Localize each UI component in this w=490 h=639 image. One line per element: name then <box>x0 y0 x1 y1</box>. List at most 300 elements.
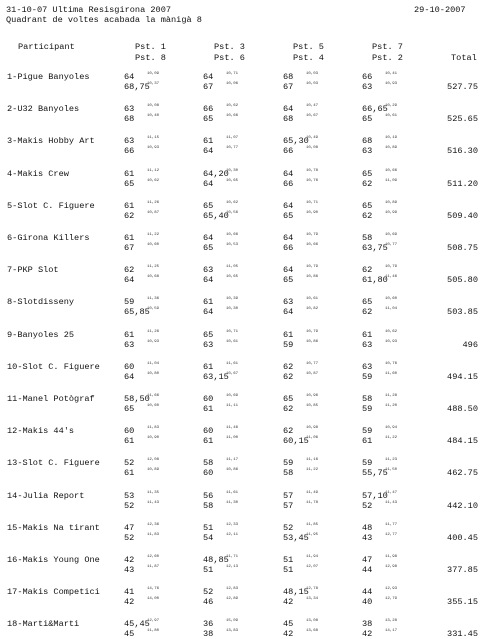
lap-time: 11,00 <box>226 436 239 440</box>
laps-value: 68 <box>362 136 373 146</box>
lap-time: 11,47 <box>385 491 398 495</box>
total-value: 505.80 <box>447 275 478 285</box>
laps-value: 59 <box>283 340 294 350</box>
lap-time: 13,34 <box>306 597 319 601</box>
team-name: 2-U32 Banyoles <box>7 104 80 114</box>
laps-value: 58 <box>362 394 373 404</box>
laps-value: 60 <box>203 394 214 404</box>
total-value: 511.20 <box>447 179 478 189</box>
total-value: 527.75 <box>447 82 478 92</box>
lap-time: 11,46 <box>385 275 398 279</box>
lap-time: 10,61 <box>385 114 398 118</box>
lap-time: 11,46 <box>226 426 239 430</box>
lap-time: 12,98 <box>385 565 398 569</box>
lap-time: 10,79 <box>385 265 398 269</box>
lap-time: 15,09 <box>226 619 239 623</box>
lap-time: 10,19 <box>385 136 398 140</box>
lap-time: 10,71 <box>306 201 319 205</box>
laps-value: 63,15 <box>203 372 229 382</box>
lap-time: 11,78 <box>306 501 319 505</box>
lap-time: 10,61 <box>226 340 239 344</box>
lap-time: 14,17 <box>385 629 398 633</box>
total-value: 503.85 <box>447 307 478 317</box>
lap-time: 11,07 <box>226 136 239 140</box>
lap-time: 10,79 <box>306 265 319 269</box>
team-name: 13-Slot C. Figuere <box>7 458 100 468</box>
lap-time: 10,08 <box>147 104 160 108</box>
lap-time: 10,62 <box>226 104 239 108</box>
laps-value: 52 <box>362 501 373 511</box>
laps-value: 59 <box>362 426 373 436</box>
team-name: 11-Manel Potògraf <box>7 394 95 404</box>
laps-value: 52 <box>124 458 135 468</box>
lap-time: 10,86 <box>306 275 319 279</box>
lap-time: 10,79 <box>306 330 319 334</box>
lap-time: 10,82 <box>306 307 319 311</box>
laps-value: 57 <box>283 491 294 501</box>
laps-value: 64 <box>283 265 294 275</box>
lap-time: 11,26 <box>147 201 160 205</box>
lap-time: 10,41 <box>385 72 398 76</box>
laps-value: 53 <box>124 491 135 501</box>
total-value: 509.40 <box>447 211 478 221</box>
lap-time: 10,61 <box>306 297 319 301</box>
lap-time: 10,79 <box>306 233 319 237</box>
laps-value: 53,45 <box>283 533 309 543</box>
laps-value: 65,85 <box>124 307 150 317</box>
lap-time: 10,87 <box>147 211 160 215</box>
lap-time: 10,49 <box>306 136 319 140</box>
laps-value: 66,65 <box>362 104 388 114</box>
lap-time: 11,26 <box>147 330 160 334</box>
team-name: 6-Girona Killers <box>7 233 90 243</box>
laps-value: 52 <box>124 533 135 543</box>
team-name: 8-Slotdisseny <box>7 297 75 307</box>
laps-value: 64 <box>203 146 214 156</box>
lap-time: 11,15 <box>147 136 160 140</box>
col-header-top-1: Pst. 1 <box>135 42 166 52</box>
lap-time: 10,90 <box>147 436 160 440</box>
lap-time: 11,06 <box>306 436 319 440</box>
laps-value: 48 <box>362 523 373 533</box>
lap-time: 13,83 <box>226 629 239 633</box>
laps-value: 64 <box>283 201 294 211</box>
lap-time: 14,00 <box>147 597 160 601</box>
laps-value: 44 <box>362 587 373 597</box>
team-name: 10-Slot C. Figuere <box>7 362 100 372</box>
lap-time: 10,59 <box>147 307 160 311</box>
lap-time: 11,77 <box>385 523 398 527</box>
lap-time: 11,87 <box>147 565 160 569</box>
laps-value: 62 <box>283 372 294 382</box>
lap-time: 11,04 <box>385 307 398 311</box>
total-header: Total <box>451 53 477 63</box>
laps-value: 65 <box>283 394 294 404</box>
lap-time: 10,89 <box>385 146 398 150</box>
laps-value: 64 <box>203 72 214 82</box>
lap-time: 10,71 <box>226 72 239 76</box>
laps-value: 43 <box>362 533 373 543</box>
lap-time: 11,43 <box>385 501 398 505</box>
lap-time: 10,09 <box>147 72 160 76</box>
lap-time: 10,77 <box>226 146 239 150</box>
team-name: 7-PKP Slot <box>7 265 59 275</box>
laps-value: 62 <box>283 404 294 414</box>
lap-time: 11,61 <box>226 491 239 495</box>
team-name: 3-Makis Hobby Art <box>7 136 95 146</box>
laps-value: 63,75 <box>362 243 388 253</box>
lap-time: 10,94 <box>385 426 398 430</box>
lap-time: 11,05 <box>226 265 239 269</box>
laps-value: 61 <box>124 330 135 340</box>
lap-time: 10,76 <box>306 179 319 183</box>
laps-value: 57,10 <box>362 491 388 501</box>
lap-time: 11,04 <box>147 362 160 366</box>
laps-value: 45 <box>124 629 135 639</box>
lap-time: 12,08 <box>147 458 160 462</box>
lap-time: 10,96 <box>306 394 319 398</box>
lap-time: 10,60 <box>147 243 160 247</box>
laps-value: 38 <box>203 629 214 639</box>
lap-time: 10,77 <box>306 362 319 366</box>
lap-time: 11,61 <box>226 362 239 366</box>
laps-value: 61 <box>124 233 135 243</box>
lap-time: 11,12 <box>147 169 160 173</box>
lap-time: 11,50 <box>385 468 398 472</box>
total-value: 462.75 <box>447 468 478 478</box>
total-value: 494.15 <box>447 372 478 382</box>
laps-value: 52 <box>283 523 294 533</box>
lap-time: 10,39 <box>226 297 239 301</box>
lap-time: 10,60 <box>385 297 398 301</box>
laps-value: 68 <box>124 114 135 124</box>
laps-value: 62 <box>362 179 373 189</box>
lap-time: 13,08 <box>306 619 319 623</box>
laps-value: 45 <box>283 619 294 629</box>
col-header-top-3: Pst. 5 <box>293 42 324 52</box>
team-name: 16-Makis Young One <box>7 555 100 565</box>
lap-time: 10,62 <box>226 201 239 205</box>
laps-value: 64 <box>283 307 294 317</box>
laps-value: 60 <box>124 362 135 372</box>
lap-time: 11,25 <box>147 265 160 269</box>
laps-value: 41 <box>124 587 135 597</box>
laps-value: 42 <box>362 629 373 639</box>
laps-value: 52 <box>124 501 135 511</box>
laps-value: 64 <box>124 275 135 285</box>
lap-time: 11,22 <box>385 436 398 440</box>
lap-time: 10,30 <box>226 307 239 311</box>
laps-value: 61 <box>362 330 373 340</box>
laps-value: 60 <box>203 468 214 478</box>
lap-time: 10,08 <box>306 146 319 150</box>
lap-time: 11,43 <box>147 501 160 505</box>
laps-value: 38 <box>362 619 373 629</box>
laps-value: 51 <box>203 523 214 533</box>
lap-time: 12,79 <box>385 597 398 601</box>
laps-value: 60 <box>203 426 214 436</box>
laps-value: 63 <box>124 104 135 114</box>
col-header-top-4: Pst. 7 <box>372 42 403 52</box>
team-name: 12-Makis 44's <box>7 426 75 436</box>
laps-value: 63 <box>362 82 373 92</box>
laps-value: 58 <box>203 501 214 511</box>
laps-value: 62 <box>124 265 135 275</box>
lap-time: 10,66 <box>306 243 319 247</box>
laps-value: 65,40 <box>203 211 229 221</box>
laps-value: 65 <box>124 179 135 189</box>
laps-value: 62 <box>283 362 294 372</box>
lap-time: 12,77 <box>385 533 398 537</box>
laps-value: 64 <box>203 275 214 285</box>
lap-time: 10,40 <box>147 114 160 118</box>
laps-value: 51 <box>283 565 294 575</box>
col-header-bottom-2: Pst. 6 <box>214 53 245 63</box>
laps-value: 66 <box>203 104 214 114</box>
lap-time: 10,53 <box>226 243 239 247</box>
laps-value: 45,45 <box>124 619 150 629</box>
lap-time: 11,17 <box>226 458 239 462</box>
laps-value: 66 <box>283 243 294 253</box>
lap-time: 10,56 <box>226 211 239 215</box>
lap-time: 10,62 <box>385 330 398 334</box>
lap-time: 10,65 <box>226 275 239 279</box>
laps-value: 48,15 <box>283 587 309 597</box>
lap-time: 11,95 <box>306 533 319 537</box>
laps-value: 65 <box>124 404 135 414</box>
laps-value: 63 <box>362 340 373 350</box>
laps-value: 66 <box>283 179 294 189</box>
laps-value: 42 <box>283 629 294 639</box>
laps-value: 61 <box>124 169 135 179</box>
total-value: 525.65 <box>447 114 478 124</box>
laps-value: 43 <box>124 565 135 575</box>
laps-value: 56 <box>203 491 214 501</box>
laps-value: 51 <box>203 565 214 575</box>
laps-value: 66 <box>124 146 135 156</box>
total-value: 355.15 <box>447 597 478 607</box>
lap-time: 10,37 <box>147 82 160 86</box>
laps-value: 63 <box>362 146 373 156</box>
team-name: 1-Pigue Banyoles <box>7 72 90 82</box>
lap-time: 10,62 <box>147 179 160 183</box>
lap-time: 10,90 <box>306 211 319 215</box>
lap-time: 10,93 <box>385 82 398 86</box>
laps-value: 59 <box>124 297 135 307</box>
laps-value: 66 <box>283 146 294 156</box>
lap-time: 12,36 <box>147 523 160 527</box>
laps-value: 40 <box>362 597 373 607</box>
laps-value: 62 <box>283 426 294 436</box>
total-value: 377.85 <box>447 565 478 575</box>
lap-time: 11,22 <box>147 233 160 237</box>
laps-value: 57 <box>283 501 294 511</box>
col-header-bottom-1: Pst. 8 <box>135 53 166 63</box>
lap-time: 11,83 <box>147 533 160 537</box>
laps-value: 61 <box>124 201 135 211</box>
laps-value: 64 <box>283 169 294 179</box>
lap-time: 10,89 <box>385 201 398 205</box>
lap-time: 10,69 <box>385 233 398 237</box>
laps-value: 65 <box>362 169 373 179</box>
laps-value: 63 <box>203 340 214 350</box>
lap-time: 11,98 <box>385 555 398 559</box>
laps-value: 62 <box>124 211 135 221</box>
laps-value: 67 <box>283 82 294 92</box>
lap-time: 10,71 <box>226 330 239 334</box>
laps-value: 64,20 <box>203 169 229 179</box>
col-header-bottom-4: Pst. 2 <box>372 53 403 63</box>
laps-value: 54 <box>203 533 214 543</box>
laps-value: 59 <box>362 404 373 414</box>
laps-value: 61 <box>203 404 214 414</box>
lap-time: 11,83 <box>147 426 160 430</box>
laps-value: 65 <box>362 114 373 124</box>
lap-time: 10,66 <box>226 114 239 118</box>
lap-time: 13,68 <box>306 629 319 633</box>
laps-value: 61 <box>124 436 135 446</box>
team-name: 4-Makis Crew <box>7 169 69 179</box>
laps-value: 65 <box>283 211 294 221</box>
lap-time: 11,66 <box>147 394 160 398</box>
laps-value: 44 <box>362 565 373 575</box>
lap-time: 10,87 <box>306 372 319 376</box>
report-title: 31-10-07 Ultima Resisgirona 2007 <box>6 5 172 15</box>
lap-time: 11,80 <box>147 629 160 633</box>
laps-value: 64 <box>124 372 135 382</box>
laps-value: 52 <box>203 587 214 597</box>
lap-time: 12,83 <box>226 587 239 591</box>
lap-time: 10,06 <box>226 82 239 86</box>
lap-time: 10,98 <box>306 426 319 430</box>
laps-value: 61 <box>203 362 214 372</box>
total-value: 516.30 <box>447 146 478 156</box>
laps-value: 64 <box>283 104 294 114</box>
total-value: 400.45 <box>447 533 478 543</box>
laps-value: 61,80 <box>362 275 388 285</box>
lap-time: 10,93 <box>147 146 160 150</box>
lap-time: 10,99 <box>385 211 398 215</box>
total-value: 488.50 <box>447 404 478 414</box>
lap-time: 12,11 <box>226 533 239 537</box>
laps-value: 58 <box>203 458 214 468</box>
lap-time: 10,78 <box>306 169 319 173</box>
lap-time: 10,29 <box>385 104 398 108</box>
laps-value: 58,50 <box>124 394 150 404</box>
participant-header: Participant <box>18 42 75 52</box>
laps-value: 61 <box>203 136 214 146</box>
lap-time: 10,60 <box>147 404 160 408</box>
team-name: 15-Makis Na tirant <box>7 523 100 533</box>
lap-time: 12,93 <box>385 587 398 591</box>
laps-value: 64 <box>203 233 214 243</box>
lap-time: 10,93 <box>385 340 398 344</box>
lap-time: 11,22 <box>306 468 319 472</box>
laps-value: 61 <box>203 436 214 446</box>
report-date: 29-10-2007 <box>414 5 466 15</box>
report-subtitle: Quadrant de voltes acabada la mànigà 8 <box>6 15 202 25</box>
laps-value: 60 <box>124 426 135 436</box>
total-value: 484.15 <box>447 436 478 446</box>
laps-value: 64 <box>283 233 294 243</box>
laps-value: 61 <box>124 468 135 478</box>
laps-value: 62 <box>362 211 373 221</box>
lap-time: 10,76 <box>385 362 398 366</box>
total-value: 442.10 <box>447 501 478 511</box>
laps-value: 55,75 <box>362 468 388 478</box>
laps-value: 58 <box>362 233 373 243</box>
col-header-bottom-3: Pst. 4 <box>293 53 324 63</box>
lap-time: 10,66 <box>385 169 398 173</box>
laps-value: 66 <box>362 72 373 82</box>
lap-time: 11,09 <box>385 179 398 183</box>
lap-time: 10,86 <box>306 340 319 344</box>
laps-value: 63 <box>124 340 135 350</box>
laps-value: 61 <box>203 297 214 307</box>
laps-value: 64 <box>124 72 135 82</box>
laps-value: 63 <box>203 265 214 275</box>
laps-value: 65 <box>362 201 373 211</box>
laps-value: 59 <box>362 458 373 468</box>
laps-value: 61 <box>283 330 294 340</box>
lap-time: 12,78 <box>306 587 319 591</box>
lap-time: 11,85 <box>306 523 319 527</box>
laps-value: 42 <box>283 597 294 607</box>
laps-value: 63 <box>124 136 135 146</box>
laps-value: 65 <box>362 297 373 307</box>
laps-value: 65 <box>203 243 214 253</box>
laps-value: 47 <box>362 555 373 565</box>
laps-value: 68 <box>283 72 294 82</box>
laps-value: 58 <box>283 468 294 478</box>
lap-time: 10,47 <box>306 104 319 108</box>
laps-value: 42 <box>124 555 135 565</box>
lap-time: 11,16 <box>306 458 319 462</box>
lap-time: 10,66 <box>226 233 239 237</box>
lap-time: 10,65 <box>226 179 239 183</box>
lap-time: 10,80 <box>147 372 160 376</box>
laps-value: 63 <box>362 362 373 372</box>
lap-time: 14,76 <box>147 587 160 591</box>
lap-time: 13,28 <box>385 619 398 623</box>
laps-value: 51 <box>283 555 294 565</box>
laps-value: 64 <box>203 307 214 317</box>
lap-time: 10,67 <box>306 114 319 118</box>
laps-value: 36 <box>203 619 214 629</box>
laps-value: 62 <box>362 307 373 317</box>
laps-value: 65 <box>203 201 214 211</box>
laps-value: 42 <box>124 597 135 607</box>
lap-time: 10,30 <box>226 169 239 173</box>
laps-value: 65,30 <box>283 136 309 146</box>
total-value: 508.75 <box>447 243 478 253</box>
laps-value: 59 <box>362 372 373 382</box>
team-name: 18-Marti&Marti <box>7 619 80 629</box>
team-name: 17-Makis Competici <box>7 587 100 597</box>
lap-time: 11,20 <box>385 404 398 408</box>
lap-time: 10,77 <box>385 243 398 247</box>
laps-value: 63 <box>283 297 294 307</box>
lap-time: 10,03 <box>306 72 319 76</box>
lap-time: 10,03 <box>306 82 319 86</box>
lap-time: 11,49 <box>306 491 319 495</box>
laps-value: 67 <box>203 82 214 92</box>
lap-time: 12,97 <box>147 619 160 623</box>
lap-time: 12,89 <box>226 597 239 601</box>
laps-value: 60,15 <box>283 436 309 446</box>
lap-time: 11,11 <box>226 404 239 408</box>
lap-time: 11,35 <box>147 491 160 495</box>
